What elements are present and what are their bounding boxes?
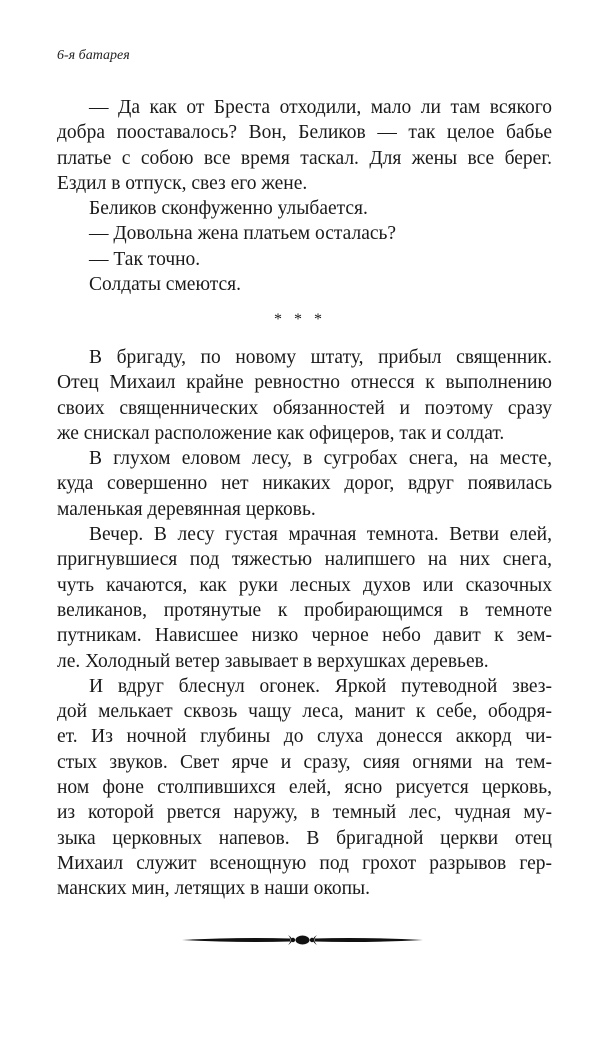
text-line: чуть качаются, как руки лесных духов или сказочных xyxy=(57,574,552,596)
text-line: добра пооставалось? Вон, Беликов — так целое бабье xyxy=(57,122,552,144)
text-line: маленькая деревянная церковь. xyxy=(57,498,316,520)
text-line: Вечер. В лесу густая мрачная темнота. Ветви елей, xyxy=(89,524,552,546)
text-line: И вдруг блеснул огонек. Яркой путеводной звез- xyxy=(89,675,552,697)
text-section-1 xyxy=(57,95,552,297)
paragraph xyxy=(57,674,552,902)
running-head-title: 6-я батарея xyxy=(57,48,130,63)
text-line: В глухом еловом лесу, в сугробах снега, на месте, xyxy=(89,448,552,470)
paragraph xyxy=(57,95,552,196)
text-section-2 xyxy=(57,345,552,902)
text-line: — Да как от Бреста отходили, мало ли там всякого xyxy=(89,97,552,118)
text-line: Михаил служит всенощную под грохот разрывов гер- xyxy=(57,852,552,874)
text-line: Отец Михаил крайне ревностно отнесся к выполнению xyxy=(57,372,552,394)
paragraph xyxy=(57,196,552,221)
text-line: манских мин, летящих в наши окопы. xyxy=(57,878,371,900)
paragraph xyxy=(57,247,552,272)
text-line: великанов, протянутые к пробирающимся в темноте xyxy=(57,599,552,621)
text-line: В бригаду, по новому штату, прибыл священник. xyxy=(89,347,552,368)
section-separator: * * * xyxy=(274,311,326,328)
text-line: Солдаты смеются. xyxy=(89,274,242,296)
text-line: Ездил в отпуск, свез его жене. xyxy=(57,172,308,194)
text-line: Беликов сконфуженно улыбается. xyxy=(89,198,368,220)
text-line: зыка церковных напевов. В бригадной церкви отец xyxy=(57,827,552,849)
paragraph xyxy=(57,446,552,522)
text-line: ет. Из ночной глубины до слуха донесся аккорд чи- xyxy=(57,726,552,748)
paragraph xyxy=(57,272,552,297)
text-line: стых звуков. Свет ярче и сразу, сияя огнями на тем- xyxy=(57,751,552,773)
text-line: своих священнических обязанностей и поэтому сразу xyxy=(57,397,552,419)
paragraph xyxy=(57,345,552,446)
paragraph xyxy=(57,522,552,674)
text-line: платье с собою все время таскал. Для жены все берег. xyxy=(57,147,552,169)
text-line: — Довольна жена платьем осталась? xyxy=(89,223,397,245)
text-line: — Так точно. xyxy=(89,248,201,270)
text-line: ном фоне столпившихся елей, ясно рисуется церковь, xyxy=(57,777,552,799)
text-line: путникам. Нависшее низко черное небо давит к зем- xyxy=(57,625,552,647)
text-line: ле. Холодный ветер завывает в верхушках деревьев. xyxy=(57,650,489,672)
text-line: из которой рвется наружу, в темный лес, чудная му- xyxy=(57,802,552,824)
text-line: куда совершенно нет никаких дорог, вдруг появилась xyxy=(57,473,552,495)
text-line: дой мелькает сквозь чащу леса, манит к себе, ободря- xyxy=(57,701,552,723)
paragraph xyxy=(57,221,552,246)
text-line: пригнувшиеся под тяжестью налипшего на них снега, xyxy=(57,549,552,571)
flourish-divider-icon xyxy=(180,930,425,950)
text-line: же снискал расположение как офицеров, так и солдат. xyxy=(57,422,505,444)
